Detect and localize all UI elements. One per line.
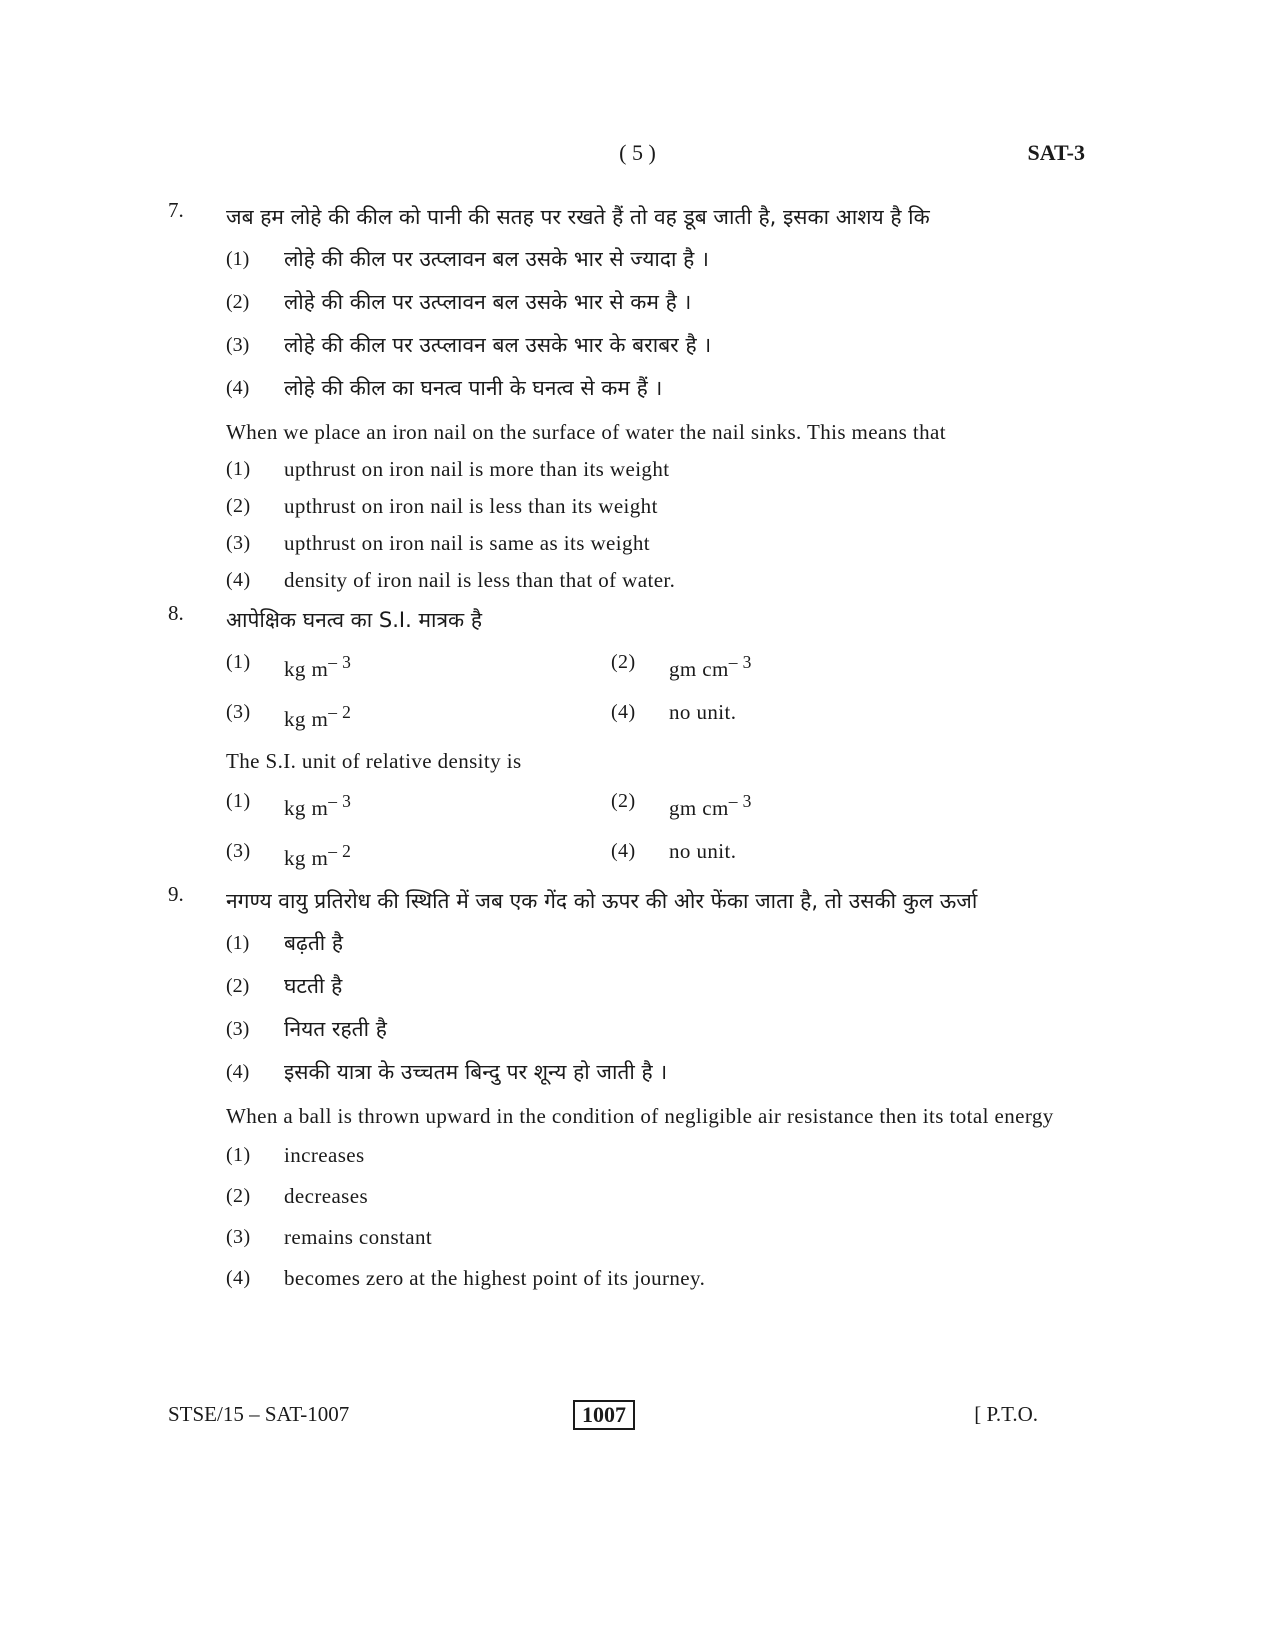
option-hindi: (3) नियत रहती है	[226, 1017, 387, 1041]
option-hindi: (1) लोहे की कील पर उत्प्लावन बल उसके भार से ज्यादा है ।	[226, 247, 709, 271]
option-hindi: (1) बढ़ती है	[226, 931, 344, 955]
option-hindi: (2) घटती है	[226, 974, 343, 998]
page-number: ( 5 )	[619, 140, 656, 165]
question-text-hindi: आपेक्षिक घनत्व का S.I. मात्रक है	[226, 608, 483, 632]
footer-paper-id: STSE/15 – SAT-1007	[168, 1402, 350, 1426]
option-hindi: (3) लोहे की कील पर उत्प्लावन बल उसके भार के बराबर है ।	[226, 333, 712, 357]
question-number: 8.	[168, 601, 184, 625]
question-7	[168, 196, 1088, 599]
option-unit: (1) kg $m^{- 3}$	[226, 790, 352, 820]
option-english: (1) increases	[226, 1143, 365, 1167]
footer-booklet-number: 1007	[573, 1400, 635, 1430]
page-footer	[168, 1400, 1038, 1432]
option-unit: (4) no unit.	[611, 700, 737, 724]
option-unit: (3) kg $m^{- 2}$	[226, 701, 352, 731]
option-english: (4) density of iron nail is less than that of water.	[226, 568, 676, 592]
option-english: (1) upthrust on iron nail is more than its weight	[226, 457, 670, 481]
footer-pto: [ P.T.O.	[974, 1402, 1038, 1426]
option-unit: (2) gm $cm^{- 3}$	[611, 790, 752, 820]
question-text-hindi: जब हम लोहे की कील को पानी की सतह पर रखते हैं तो वह डूब जाती है, इसका आशय है कि	[226, 205, 930, 229]
option-unit: (4) no unit.	[611, 839, 737, 863]
option-english: (3) upthrust on iron nail is same as its weight	[226, 531, 650, 555]
question-text-english: When a ball is thrown upward in the condition of negligible air resistance then its total energy	[226, 1104, 1054, 1128]
question-number: 7.	[168, 198, 184, 222]
option-hindi: (2) लोहे की कील पर उत्प्लावन बल उसके भार से कम है ।	[226, 290, 692, 314]
question-9	[168, 880, 1088, 1299]
question-text-hindi: नगण्य वायु प्रतिरोध की स्थिति में जब एक गेंद को ऊपर की ओर फेंका जाता है, तो उसकी कुल ऊर्जा	[226, 889, 978, 913]
question-content	[168, 196, 1088, 1299]
question-number: 9.	[168, 882, 184, 906]
option-hindi: (4) इसकी यात्रा के उच्चतम बिन्दु पर शून्य हो जाती है ।	[226, 1060, 668, 1084]
option-hindi: (4) लोहे की कील का घनत्व पानी के घनत्व से कम हैं ।	[226, 376, 663, 400]
option-english: (2) upthrust on iron nail is less than its weight	[226, 494, 658, 518]
option-unit: (1) kg $m^{- 3}$	[226, 651, 352, 681]
option-unit: (3) kg $m^{- 2}$	[226, 840, 352, 870]
question-8	[168, 599, 1088, 880]
question-text-english: When we place an iron nail on the surface of water the nail sinks. This means that	[226, 420, 946, 444]
paper-code: SAT-3	[1027, 140, 1085, 165]
option-english: (2) decreases	[226, 1184, 369, 1208]
option-english: (3) remains constant	[226, 1225, 433, 1249]
option-unit: (2) gm $cm^{- 3}$	[611, 651, 752, 681]
question-text-english: The S.I. unit of relative density is	[226, 749, 522, 773]
option-english: (4) becomes zero at the highest point of its journey.	[226, 1266, 706, 1290]
page-header	[0, 140, 1275, 174]
